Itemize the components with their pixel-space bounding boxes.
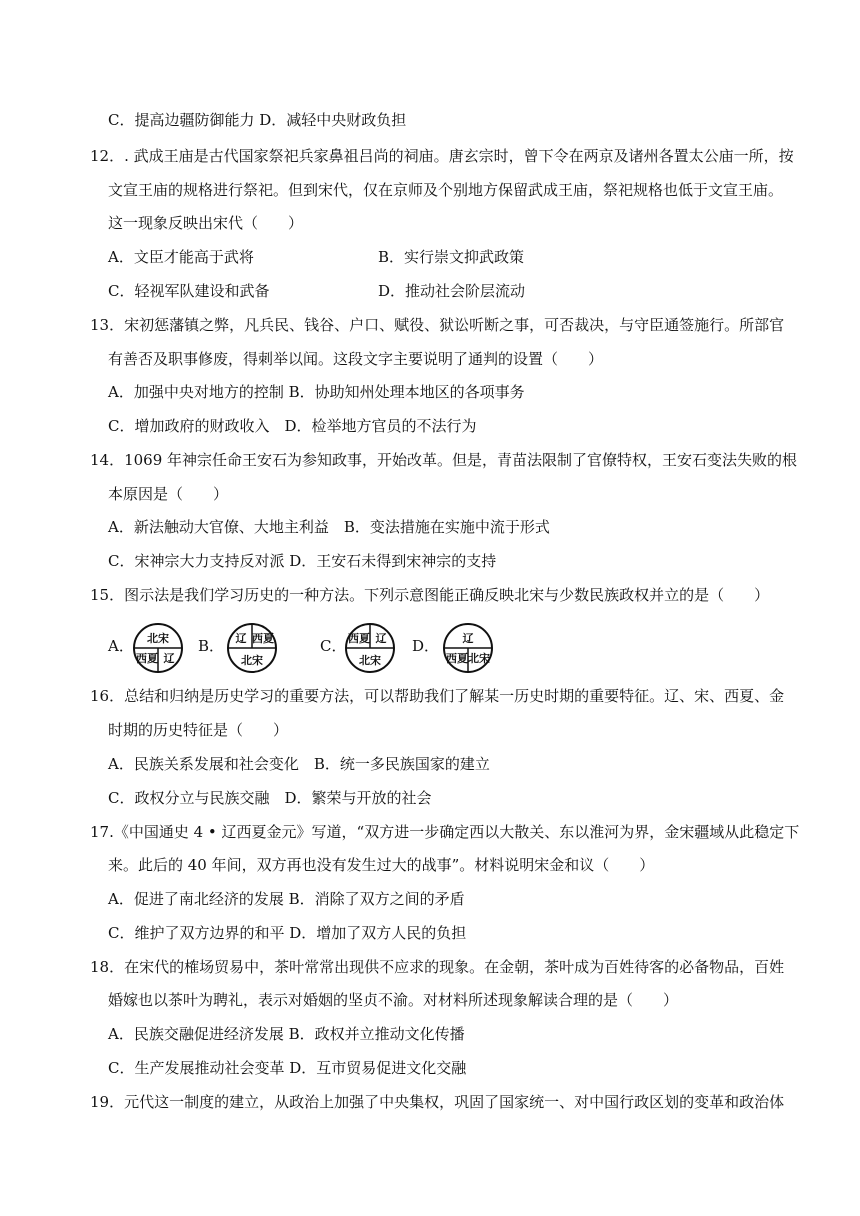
q18-options-ab[interactable]: A．民族交融促进经济发展 B．政权并立推动文化传播 <box>108 1025 465 1043</box>
q15-b-top-right-label: 西夏 <box>252 632 274 645</box>
q15-circle-c[interactable] <box>344 622 396 674</box>
q15-option-b-label[interactable]: B． <box>198 637 225 655</box>
q16-options-cd[interactable]: C．政权分立与民族交融 D．繁荣与开放的社会 <box>108 789 432 807</box>
q15-a-bottom-left-label: 西夏 <box>136 652 158 665</box>
q18-options-cd[interactable]: C．生产发展推动社会变革 D．互市贸易促进文化交融 <box>108 1059 467 1077</box>
q15-circle-a[interactable] <box>132 622 184 674</box>
q15-option-a-label[interactable]: A． <box>108 637 134 655</box>
q17-stem-line2: 来。此后的 40 年间，双方再也没有发生过大的战事”。材料说明宋金和议（ ） <box>108 856 655 874</box>
q18-stem-line2: 婚嫁也以茶叶为聘礼，表示对婚姻的坚贞不渝。对材料所述现象解读合理的是（ ） <box>108 991 679 1009</box>
q14-options-ab[interactable]: A．新法触动大官僚、大地主利益 B．变法措施在实施中流于形式 <box>108 518 550 536</box>
q17-options-cd[interactable]: C．维护了双方边界的和平 D．增加了双方人民的负担 <box>108 924 467 942</box>
q15-b-bottom-label: 北宋 <box>241 654 263 667</box>
q17-stem-line1: 17.《中国通史 4 • 辽西夏金元》写道，“双方进一步确定西以大散关、东以淮河为界，金宋疆域从此稳定下 <box>90 823 800 841</box>
q13-stem-line2: 有善否及职事修废，得刺举以闻。这段文字主要说明了通判的设置（ ） <box>108 350 604 368</box>
q12-stem-line1: 12．. 武成王庙是古代国家祭祀兵家鼻祖吕尚的祠庙。唐玄宗时，曾下令在两京及诸州各置太公庙一所，按 <box>90 147 794 165</box>
q15-a-bottom-right-label: 辽 <box>163 652 175 665</box>
q19-stem-line1: 19．元代这一制度的建立，从政治上加强了中央集权，巩固了国家统一、对中国行政区划的变革和政治体 <box>90 1093 785 1111</box>
q12-stem-line2: 文宣王庙的规格进行祭祀。但到宋代，仅在京师及个别地方保留武成王庙，祭祀规格也低于文宣王庙。 <box>108 181 784 199</box>
q15-c-bottom-label: 北宋 <box>359 654 381 667</box>
q15-c-top-right-label: 辽 <box>375 632 387 645</box>
q17-options-ab[interactable]: A．促进了南北经济的发展 B．消除了双方之间的矛盾 <box>108 890 465 908</box>
q11-options-cd: C．提高边疆防御能力 D．减轻中央财政负担 <box>108 111 407 129</box>
q15-circle-d[interactable] <box>442 622 494 674</box>
q12-stem-line3: 这一现象反映出宋代（ ） <box>108 214 304 232</box>
q15-circle-b[interactable] <box>226 622 278 674</box>
q15-c-top-left-label: 西夏 <box>348 632 370 645</box>
q14-options-cd[interactable]: C．宋神宗大力支持反对派 D．王安石未得到宋神宗的支持 <box>108 552 497 570</box>
q15-stem: 15．图示法是我们学习历史的一种方法。下列示意图能正确反映北宋与少数民族政权并立的是（ ） <box>90 586 770 604</box>
q13-options-cd[interactable]: C．增加政府的财政收入 D．检举地方官员的不法行为 <box>108 417 477 435</box>
q15-a-top-label: 北宋 <box>147 632 169 645</box>
q18-stem-line1: 18．在宋代的榷场贸易中，茶叶常常出现供不应求的现象。在金朝，茶叶成为百姓待客的必备物品，百姓 <box>90 958 785 976</box>
q15-d-top-label: 辽 <box>462 632 474 645</box>
q16-stem-line1: 16．总结和归纳是历史学习的重要方法，可以帮助我们了解某一历史时期的重要特征。辽、宋、西夏、金 <box>90 687 785 705</box>
q14-stem-line1: 14．1069 年神宗任命王安石为参知政事，开始改革。但是，青苗法限制了官僚特权，王安石变法失败的根 <box>90 451 798 469</box>
q14-stem-line2: 本原因是（ ） <box>108 485 229 503</box>
q13-stem-line1: 13．宋初惩藩镇之弊，凡兵民、钱谷、户口、赋役、狱讼听断之事，可否裁决，与守臣通签施行。所部官 <box>90 316 785 334</box>
q15-option-d-label[interactable]: D． <box>412 637 440 655</box>
q16-stem-line2: 时期的历史特征是（ ） <box>108 721 289 739</box>
q12-option-c[interactable]: C．轻视军队建设和武备 <box>108 282 270 300</box>
q15-diagram-options <box>108 622 548 672</box>
q12-option-d[interactable]: D．推动社会阶层流动 <box>378 282 526 300</box>
q15-d-bottom-left-label: 西夏 <box>446 652 468 665</box>
q16-options-ab[interactable]: A．民族关系发展和社会变化 B．统一多民族国家的建立 <box>108 755 490 773</box>
q15-option-c-label[interactable]: C． <box>320 637 347 655</box>
q12-option-a[interactable]: A．文臣才能高于武将 <box>108 248 254 266</box>
q15-d-bottom-right-label: 北宋 <box>468 652 490 665</box>
q12-option-b[interactable]: B．实行崇文抑武政策 <box>378 248 525 266</box>
q15-b-top-left-label: 辽 <box>235 632 247 645</box>
q13-options-ab[interactable]: A．加强中央对地方的控制 B．协助知州处理本地区的各项事务 <box>108 383 525 401</box>
